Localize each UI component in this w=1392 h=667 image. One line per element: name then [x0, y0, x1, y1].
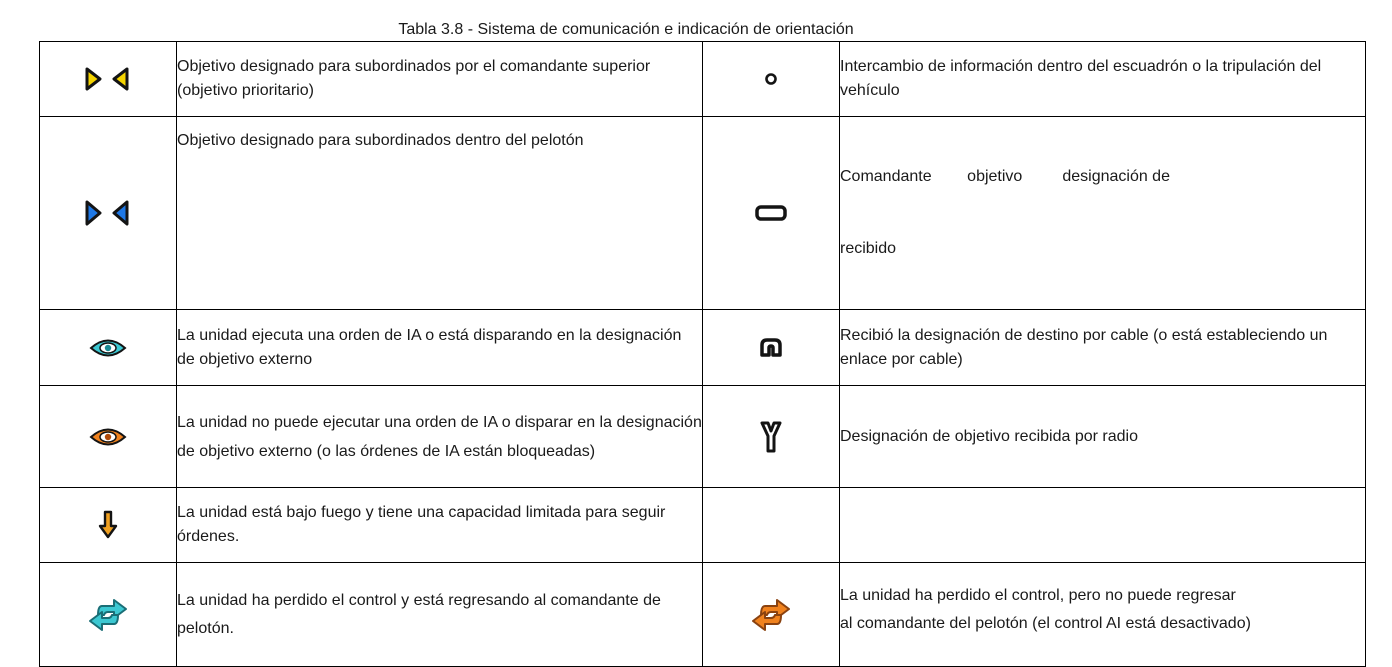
description-cell [177, 42, 703, 117]
icon-cell [40, 310, 177, 386]
small-circle-icon [761, 69, 781, 89]
icon-cell [703, 488, 840, 563]
table-row [40, 310, 1366, 386]
icon-cell [40, 42, 177, 117]
orange-swap-arrows-icon [747, 594, 795, 636]
cyan-swap-arrows-icon [84, 594, 132, 636]
description-cell [177, 563, 703, 667]
description-cell [840, 563, 1366, 667]
row-description-line: Comandante objetivo designación de [840, 168, 1170, 185]
icon-cell [703, 310, 840, 386]
description-cell [177, 310, 703, 386]
icon-cell [40, 563, 177, 667]
description-cell [177, 117, 703, 310]
rounded-rectangle-icon [754, 204, 788, 222]
icon-cell [40, 117, 177, 310]
table-row [40, 563, 1366, 667]
legend-table [39, 41, 1366, 667]
table-title: Tabla 3.8 - Sistema de comunicación e indicación de orientación [398, 21, 854, 38]
radio-antenna-icon [759, 421, 783, 453]
row-description: Objetivo designado para subordinados por el comandante superior (objetivo prioritario) [177, 58, 651, 99]
icon-cell [40, 488, 177, 563]
row-description: Recibió la designación de destino por cable (o está estableciendo un enlace por cable) [840, 326, 1328, 368]
table-row [40, 386, 1366, 488]
table-row [40, 42, 1366, 117]
yellow-target-brackets-icon [83, 66, 133, 92]
description-cell [177, 488, 703, 563]
cable-link-icon [753, 336, 789, 360]
row-description: La unidad no puede ejecutar una orden de IA o disparar en la designación de objetivo externo (o las órdenes de IA están bloqueadas) [177, 413, 702, 460]
description-cell [840, 117, 1366, 310]
icon-cell [703, 563, 840, 667]
table-row [40, 117, 1366, 310]
table-row [40, 488, 1366, 563]
description-cell [840, 42, 1366, 117]
description-cell [840, 310, 1366, 386]
row-description-line: al comandante del pelotón (el control AI está desactivado) [840, 614, 1251, 632]
orange-eye-icon [88, 426, 128, 448]
row-description: Intercambio de información dentro del escuadrón o la tripulación del vehículo [840, 58, 1322, 99]
row-description-line: recibido [840, 240, 897, 257]
row-description: La unidad ejecuta una orden de IA o está disparando en la designación de objetivo externo [177, 326, 682, 368]
cyan-eye-icon [88, 337, 128, 359]
icon-cell [703, 117, 840, 310]
icon-cell [703, 386, 840, 488]
description-cell [840, 386, 1366, 488]
row-description: Designación de objetivo recibida por radio [840, 427, 1138, 445]
row-description: La unidad ha perdido el control y está regresando al comandante de pelotón. [177, 591, 661, 637]
row-description: La unidad está bajo fuego y tiene una capacidad limitada para seguir órdenes. [177, 504, 666, 545]
down-arrow-icon [97, 510, 119, 540]
description-cell [177, 386, 703, 488]
row-description: Objetivo designado para subordinados dentro del pelotón [177, 132, 584, 149]
icon-cell [40, 386, 177, 488]
row-description-line: La unidad ha perdido el control, pero no puede regresar [840, 586, 1236, 604]
icon-cell [703, 42, 840, 117]
blue-target-brackets-icon [83, 199, 133, 227]
description-cell [840, 488, 1366, 563]
